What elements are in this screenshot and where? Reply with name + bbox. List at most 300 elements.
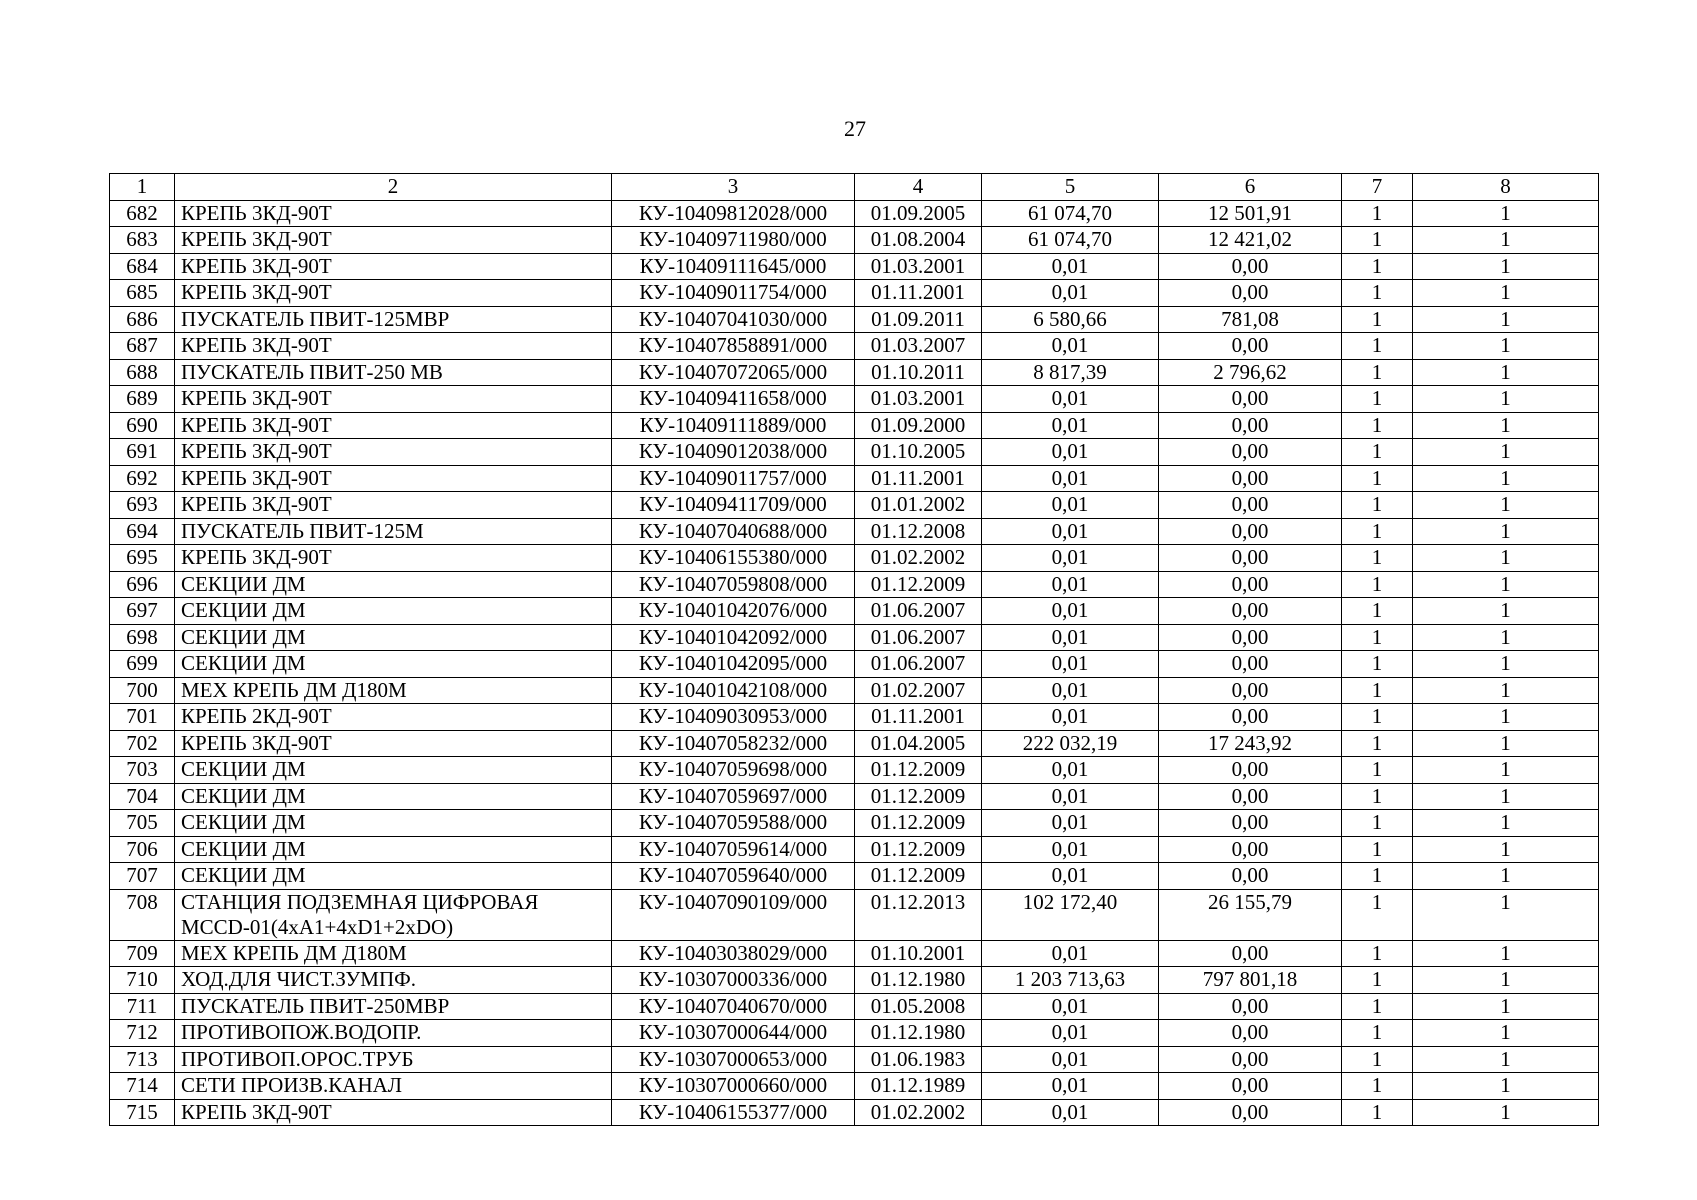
item-name-cell: СЕКЦИИ ДМ	[175, 810, 612, 837]
row-number-cell: 706	[110, 836, 175, 863]
inventory-number-cell: КУ-10307000660/000	[612, 1073, 855, 1100]
quantity-col-8-cell: 1	[1413, 1020, 1599, 1047]
value-col-5-cell: 0,01	[982, 757, 1159, 784]
value-col-6-cell: 0,00	[1159, 783, 1342, 810]
value-col-5-cell: 0,01	[982, 836, 1159, 863]
quantity-col-7-cell: 1	[1342, 386, 1413, 413]
quantity-col-8-cell: 1	[1413, 412, 1599, 439]
date-cell: 01.10.2001	[855, 940, 982, 967]
item-name-cell: ПРОТИВОП.ОРОС.ТРУБ	[175, 1046, 612, 1073]
row-number-cell: 691	[110, 439, 175, 466]
value-col-5-cell: 0,01	[982, 810, 1159, 837]
quantity-col-7-cell: 1	[1342, 545, 1413, 572]
table-row	[110, 492, 1599, 519]
value-col-6-cell: 0,00	[1159, 993, 1342, 1020]
table-row	[110, 465, 1599, 492]
value-col-6-cell: 0,00	[1159, 1046, 1342, 1073]
row-number-cell: 687	[110, 333, 175, 360]
date-cell: 01.12.1980	[855, 967, 982, 994]
table-row	[110, 1020, 1599, 1047]
table-row	[110, 518, 1599, 545]
item-name-cell: СЕКЦИИ ДМ	[175, 836, 612, 863]
value-col-5-cell: 0,01	[982, 333, 1159, 360]
value-col-5-cell: 0,01	[982, 624, 1159, 651]
value-col-6-cell: 26 155,79	[1159, 889, 1342, 940]
row-number-cell: 705	[110, 810, 175, 837]
value-col-5-cell: 0,01	[982, 704, 1159, 731]
value-col-6-cell: 0,00	[1159, 412, 1342, 439]
value-col-5-cell: 8 817,39	[982, 359, 1159, 386]
quantity-col-7-cell: 1	[1342, 492, 1413, 519]
row-number-cell: 686	[110, 306, 175, 333]
inventory-number-cell: КУ-10409411709/000	[612, 492, 855, 519]
quantity-col-8-cell: 1	[1413, 280, 1599, 307]
value-col-6-cell: 0,00	[1159, 518, 1342, 545]
date-cell: 01.12.2008	[855, 518, 982, 545]
item-name-cell: КРЕПЬ 3КД-90Т	[175, 280, 612, 307]
row-number-cell: 695	[110, 545, 175, 572]
column-header-5: 5	[982, 174, 1159, 201]
item-name-cell: СТАНЦИЯ ПОДЗЕМНАЯ ЦИФРОВАЯ MCCD-01(4xA1+4xD1+2xDO)	[175, 889, 612, 940]
row-number-cell: 712	[110, 1020, 175, 1047]
value-col-6-cell: 0,00	[1159, 1020, 1342, 1047]
value-col-5-cell: 0,01	[982, 492, 1159, 519]
date-cell: 01.10.2005	[855, 439, 982, 466]
inventory-number-cell: КУ-10409011757/000	[612, 465, 855, 492]
row-number-cell: 688	[110, 359, 175, 386]
item-name-cell: СЕКЦИИ ДМ	[175, 598, 612, 625]
table-row	[110, 306, 1599, 333]
inventory-number-cell: КУ-10409012038/000	[612, 439, 855, 466]
table-row	[110, 677, 1599, 704]
row-number-cell: 698	[110, 624, 175, 651]
value-col-6-cell: 0,00	[1159, 1099, 1342, 1126]
quantity-col-8-cell: 1	[1413, 993, 1599, 1020]
date-cell: 01.03.2001	[855, 253, 982, 280]
table-row	[110, 412, 1599, 439]
date-cell: 01.12.1989	[855, 1073, 982, 1100]
value-col-6-cell: 0,00	[1159, 863, 1342, 890]
quantity-col-7-cell: 1	[1342, 810, 1413, 837]
inventory-number-cell: КУ-10407059698/000	[612, 757, 855, 784]
item-name-cell: СЕКЦИИ ДМ	[175, 571, 612, 598]
item-name-cell: СЕКЦИИ ДМ	[175, 783, 612, 810]
page-number: 27	[844, 116, 866, 141]
date-cell: 01.06.2007	[855, 598, 982, 625]
quantity-col-7-cell: 1	[1342, 651, 1413, 678]
quantity-col-8-cell: 1	[1413, 810, 1599, 837]
table-row	[110, 598, 1599, 625]
quantity-col-7-cell: 1	[1342, 333, 1413, 360]
row-number-cell: 707	[110, 863, 175, 890]
item-name-cell: СЕТИ ПРОИЗВ.КАНАЛ	[175, 1073, 612, 1100]
quantity-col-8-cell: 1	[1413, 651, 1599, 678]
value-col-5-cell: 102 172,40	[982, 889, 1159, 940]
inventory-number-cell: КУ-10407858891/000	[612, 333, 855, 360]
table-row	[110, 280, 1599, 307]
item-name-cell: КРЕПЬ 3КД-90Т	[175, 1099, 612, 1126]
quantity-col-8-cell: 1	[1413, 253, 1599, 280]
inventory-number-cell: КУ-10407072065/000	[612, 359, 855, 386]
table-row	[110, 651, 1599, 678]
column-header-1: 1	[110, 174, 175, 201]
row-number-cell: 711	[110, 993, 175, 1020]
date-cell: 01.12.2009	[855, 810, 982, 837]
item-name-cell: КРЕПЬ 3КД-90Т	[175, 439, 612, 466]
quantity-col-7-cell: 1	[1342, 359, 1413, 386]
table-row	[110, 940, 1599, 967]
row-number-cell: 699	[110, 651, 175, 678]
quantity-col-7-cell: 1	[1342, 624, 1413, 651]
date-cell: 01.05.2008	[855, 993, 982, 1020]
quantity-col-7-cell: 1	[1342, 836, 1413, 863]
row-number-cell: 700	[110, 677, 175, 704]
inventory-number-cell: КУ-10403038029/000	[612, 940, 855, 967]
table-row	[110, 624, 1599, 651]
value-col-5-cell: 0,01	[982, 439, 1159, 466]
date-cell: 01.12.2013	[855, 889, 982, 940]
item-name-cell: МЕХ КРЕПЬ ДМ Д180М	[175, 677, 612, 704]
row-number-cell: 708	[110, 889, 175, 940]
date-cell: 01.06.1983	[855, 1046, 982, 1073]
quantity-col-7-cell: 1	[1342, 1099, 1413, 1126]
date-cell: 01.08.2004	[855, 227, 982, 254]
quantity-col-8-cell: 1	[1413, 545, 1599, 572]
quantity-col-8-cell: 1	[1413, 492, 1599, 519]
item-name-cell: ПУСКАТЕЛЬ ПВИТ-125М	[175, 518, 612, 545]
quantity-col-8-cell: 1	[1413, 598, 1599, 625]
item-name-cell: ПУСКАТЕЛЬ ПВИТ-250МВР	[175, 993, 612, 1020]
quantity-col-8-cell: 1	[1413, 200, 1599, 227]
quantity-col-8-cell: 1	[1413, 439, 1599, 466]
item-name-cell: СЕКЦИИ ДМ	[175, 624, 612, 651]
value-col-5-cell: 222 032,19	[982, 730, 1159, 757]
value-col-6-cell: 0,00	[1159, 940, 1342, 967]
item-name-cell: КРЕПЬ 3КД-90Т	[175, 386, 612, 413]
value-col-5-cell: 0,01	[982, 783, 1159, 810]
row-number-cell: 692	[110, 465, 175, 492]
row-number-cell: 694	[110, 518, 175, 545]
value-col-6-cell: 0,00	[1159, 704, 1342, 731]
value-col-5-cell: 61 074,70	[982, 227, 1159, 254]
value-col-5-cell: 0,01	[982, 1020, 1159, 1047]
quantity-col-8-cell: 1	[1413, 359, 1599, 386]
row-number-cell: 684	[110, 253, 175, 280]
quantity-col-8-cell: 1	[1413, 863, 1599, 890]
item-name-cell: КРЕПЬ 2КД-90Т	[175, 704, 612, 731]
value-col-6-cell: 12 421,02	[1159, 227, 1342, 254]
inventory-number-cell: КУ-10409411658/000	[612, 386, 855, 413]
table-row	[110, 333, 1599, 360]
inventory-number-cell: КУ-10409812028/000	[612, 200, 855, 227]
inventory-number-cell: КУ-10407058232/000	[612, 730, 855, 757]
row-number-cell: 710	[110, 967, 175, 994]
item-name-cell: КРЕПЬ 3КД-90Т	[175, 253, 612, 280]
value-col-6-cell: 0,00	[1159, 836, 1342, 863]
row-number-cell: 685	[110, 280, 175, 307]
table-row	[110, 863, 1599, 890]
value-col-6-cell: 0,00	[1159, 598, 1342, 625]
quantity-col-7-cell: 1	[1342, 940, 1413, 967]
quantity-col-8-cell: 1	[1413, 783, 1599, 810]
date-cell: 01.03.2001	[855, 386, 982, 413]
value-col-5-cell: 6 580,66	[982, 306, 1159, 333]
quantity-col-8-cell: 1	[1413, 386, 1599, 413]
inventory-number-cell: КУ-10406155380/000	[612, 545, 855, 572]
quantity-col-7-cell: 1	[1342, 1020, 1413, 1047]
value-col-6-cell: 0,00	[1159, 571, 1342, 598]
date-cell: 01.09.2000	[855, 412, 982, 439]
value-col-5-cell: 0,01	[982, 863, 1159, 890]
value-col-5-cell: 0,01	[982, 1099, 1159, 1126]
table-row	[110, 253, 1599, 280]
row-number-cell: 709	[110, 940, 175, 967]
value-col-5-cell: 0,01	[982, 651, 1159, 678]
quantity-col-7-cell: 1	[1342, 863, 1413, 890]
item-name-cell: КРЕПЬ 3КД-90Т	[175, 200, 612, 227]
inventory-number-cell: КУ-10407059697/000	[612, 783, 855, 810]
inventory-number-cell: КУ-10407040688/000	[612, 518, 855, 545]
table-row	[110, 757, 1599, 784]
value-col-5-cell: 1 203 713,63	[982, 967, 1159, 994]
value-col-5-cell: 0,01	[982, 598, 1159, 625]
date-cell: 01.06.2007	[855, 624, 982, 651]
quantity-col-7-cell: 1	[1342, 730, 1413, 757]
date-cell: 01.12.2009	[855, 783, 982, 810]
row-number-cell: 703	[110, 757, 175, 784]
quantity-col-8-cell: 1	[1413, 1073, 1599, 1100]
value-col-5-cell: 0,01	[982, 993, 1159, 1020]
column-header-4: 4	[855, 174, 982, 201]
value-col-6-cell: 0,00	[1159, 253, 1342, 280]
table-row	[110, 227, 1599, 254]
table-row	[110, 704, 1599, 731]
quantity-col-8-cell: 1	[1413, 1046, 1599, 1073]
quantity-col-8-cell: 1	[1413, 1099, 1599, 1126]
value-col-6-cell: 12 501,91	[1159, 200, 1342, 227]
quantity-col-7-cell: 1	[1342, 306, 1413, 333]
row-number-cell: 682	[110, 200, 175, 227]
row-number-cell: 697	[110, 598, 175, 625]
column-header-7: 7	[1342, 174, 1413, 201]
value-col-6-cell: 0,00	[1159, 624, 1342, 651]
value-col-5-cell: 0,01	[982, 280, 1159, 307]
quantity-col-7-cell: 1	[1342, 1073, 1413, 1100]
quantity-col-7-cell: 1	[1342, 518, 1413, 545]
row-number-cell: 693	[110, 492, 175, 519]
column-header-3: 3	[612, 174, 855, 201]
inventory-number-cell: КУ-10409011754/000	[612, 280, 855, 307]
quantity-col-7-cell: 1	[1342, 1046, 1413, 1073]
quantity-col-7-cell: 1	[1342, 465, 1413, 492]
date-cell: 01.11.2001	[855, 704, 982, 731]
value-col-5-cell: 0,01	[982, 386, 1159, 413]
table-body	[110, 200, 1599, 1126]
row-number-cell: 683	[110, 227, 175, 254]
date-cell: 01.11.2001	[855, 465, 982, 492]
quantity-col-7-cell: 1	[1342, 280, 1413, 307]
date-cell: 01.04.2005	[855, 730, 982, 757]
quantity-col-8-cell: 1	[1413, 333, 1599, 360]
row-number-cell: 696	[110, 571, 175, 598]
row-number-cell: 702	[110, 730, 175, 757]
value-col-6-cell: 0,00	[1159, 386, 1342, 413]
quantity-col-8-cell: 1	[1413, 889, 1599, 940]
table-row	[110, 810, 1599, 837]
table-row	[110, 783, 1599, 810]
inventory-number-cell: КУ-10401042108/000	[612, 677, 855, 704]
inventory-number-cell: КУ-10409111645/000	[612, 253, 855, 280]
inventory-number-cell: КУ-10409111889/000	[612, 412, 855, 439]
value-col-6-cell: 781,08	[1159, 306, 1342, 333]
quantity-col-7-cell: 1	[1342, 993, 1413, 1020]
date-cell: 01.09.2005	[855, 200, 982, 227]
quantity-col-7-cell: 1	[1342, 227, 1413, 254]
inventory-number-cell: КУ-10307000336/000	[612, 967, 855, 994]
value-col-5-cell: 0,01	[982, 465, 1159, 492]
value-col-6-cell: 797 801,18	[1159, 967, 1342, 994]
column-header-2: 2	[175, 174, 612, 201]
quantity-col-7-cell: 1	[1342, 704, 1413, 731]
quantity-col-8-cell: 1	[1413, 967, 1599, 994]
date-cell: 01.02.2002	[855, 1099, 982, 1126]
table-row	[110, 386, 1599, 413]
quantity-col-8-cell: 1	[1413, 836, 1599, 863]
registry-table	[109, 173, 1599, 1126]
value-col-5-cell: 0,01	[982, 412, 1159, 439]
inventory-number-cell: КУ-10407059588/000	[612, 810, 855, 837]
date-cell: 01.06.2007	[855, 651, 982, 678]
inventory-number-cell: КУ-10401042092/000	[612, 624, 855, 651]
date-cell: 01.12.2009	[855, 863, 982, 890]
quantity-col-8-cell: 1	[1413, 227, 1599, 254]
quantity-col-8-cell: 1	[1413, 677, 1599, 704]
quantity-col-7-cell: 1	[1342, 200, 1413, 227]
value-col-6-cell: 0,00	[1159, 810, 1342, 837]
quantity-col-7-cell: 1	[1342, 571, 1413, 598]
value-col-6-cell: 0,00	[1159, 1073, 1342, 1100]
item-name-cell: МЕХ КРЕПЬ ДМ Д180М	[175, 940, 612, 967]
table-header	[110, 174, 1599, 201]
quantity-col-8-cell: 1	[1413, 730, 1599, 757]
row-number-cell: 704	[110, 783, 175, 810]
quantity-col-7-cell: 1	[1342, 889, 1413, 940]
quantity-col-7-cell: 1	[1342, 757, 1413, 784]
quantity-col-7-cell: 1	[1342, 677, 1413, 704]
table-row	[110, 889, 1599, 940]
table-row	[110, 571, 1599, 598]
date-cell: 01.03.2007	[855, 333, 982, 360]
value-col-6-cell: 17 243,92	[1159, 730, 1342, 757]
table-row	[110, 1099, 1599, 1126]
value-col-6-cell: 0,00	[1159, 280, 1342, 307]
value-col-6-cell: 0,00	[1159, 439, 1342, 466]
quantity-col-8-cell: 1	[1413, 940, 1599, 967]
table-row	[110, 836, 1599, 863]
item-name-cell: СЕКЦИИ ДМ	[175, 651, 612, 678]
inventory-number-cell: КУ-10307000653/000	[612, 1046, 855, 1073]
quantity-col-8-cell: 1	[1413, 465, 1599, 492]
item-name-cell: СЕКЦИИ ДМ	[175, 757, 612, 784]
item-name-cell: КРЕПЬ 3КД-90Т	[175, 412, 612, 439]
table-row	[110, 730, 1599, 757]
item-name-cell: ПУСКАТЕЛЬ ПВИТ-250 МВ	[175, 359, 612, 386]
value-col-5-cell: 0,01	[982, 1046, 1159, 1073]
inventory-number-cell: КУ-10409711980/000	[612, 227, 855, 254]
value-col-5-cell: 0,01	[982, 1073, 1159, 1100]
inventory-number-cell: КУ-10401042076/000	[612, 598, 855, 625]
item-name-cell: СЕКЦИИ ДМ	[175, 863, 612, 890]
date-cell: 01.11.2001	[855, 280, 982, 307]
value-col-5-cell: 0,01	[982, 677, 1159, 704]
quantity-col-7-cell: 1	[1342, 783, 1413, 810]
item-name-cell: ХОД.ДЛЯ ЧИСТ.ЗУМПФ.	[175, 967, 612, 994]
item-name-cell: КРЕПЬ 3КД-90Т	[175, 730, 612, 757]
inventory-number-cell: КУ-10407059808/000	[612, 571, 855, 598]
table-row	[110, 1046, 1599, 1073]
date-cell: 01.12.2009	[855, 571, 982, 598]
table-row	[110, 993, 1599, 1020]
quantity-col-8-cell: 1	[1413, 757, 1599, 784]
value-col-6-cell: 0,00	[1159, 651, 1342, 678]
inventory-number-cell: КУ-10407041030/000	[612, 306, 855, 333]
value-col-6-cell: 0,00	[1159, 333, 1342, 360]
quantity-col-8-cell: 1	[1413, 624, 1599, 651]
quantity-col-8-cell: 1	[1413, 518, 1599, 545]
table-row	[110, 1073, 1599, 1100]
value-col-6-cell: 0,00	[1159, 492, 1342, 519]
table-row	[110, 359, 1599, 386]
row-number-cell: 689	[110, 386, 175, 413]
inventory-number-cell: КУ-10406155377/000	[612, 1099, 855, 1126]
quantity-col-7-cell: 1	[1342, 439, 1413, 466]
quantity-col-7-cell: 1	[1342, 967, 1413, 994]
date-cell: 01.12.2009	[855, 836, 982, 863]
quantity-col-7-cell: 1	[1342, 253, 1413, 280]
value-col-6-cell: 0,00	[1159, 677, 1342, 704]
row-number-cell: 714	[110, 1073, 175, 1100]
value-col-5-cell: 0,01	[982, 545, 1159, 572]
inventory-number-cell: КУ-10407059614/000	[612, 836, 855, 863]
value-col-5-cell: 61 074,70	[982, 200, 1159, 227]
table-row	[110, 439, 1599, 466]
value-col-5-cell: 0,01	[982, 571, 1159, 598]
inventory-number-cell: КУ-10307000644/000	[612, 1020, 855, 1047]
date-cell: 01.12.1980	[855, 1020, 982, 1047]
value-col-6-cell: 0,00	[1159, 465, 1342, 492]
date-cell: 01.10.2011	[855, 359, 982, 386]
row-number-cell: 701	[110, 704, 175, 731]
table-row	[110, 200, 1599, 227]
inventory-number-cell: КУ-10407040670/000	[612, 993, 855, 1020]
date-cell: 01.01.2002	[855, 492, 982, 519]
inventory-number-cell: КУ-10409030953/000	[612, 704, 855, 731]
value-col-5-cell: 0,01	[982, 253, 1159, 280]
quantity-col-8-cell: 1	[1413, 571, 1599, 598]
item-name-cell: КРЕПЬ 3КД-90Т	[175, 465, 612, 492]
value-col-6-cell: 0,00	[1159, 757, 1342, 784]
date-cell: 01.02.2007	[855, 677, 982, 704]
item-name-cell: ПРОТИВОПОЖ.ВОДОПР.	[175, 1020, 612, 1047]
value-col-5-cell: 0,01	[982, 940, 1159, 967]
value-col-6-cell: 0,00	[1159, 545, 1342, 572]
inventory-number-cell: КУ-10407090109/000	[612, 889, 855, 940]
quantity-col-8-cell: 1	[1413, 306, 1599, 333]
inventory-number-cell: КУ-10407059640/000	[612, 863, 855, 890]
row-number-cell: 713	[110, 1046, 175, 1073]
column-header-8: 8	[1413, 174, 1599, 201]
value-col-5-cell: 0,01	[982, 518, 1159, 545]
